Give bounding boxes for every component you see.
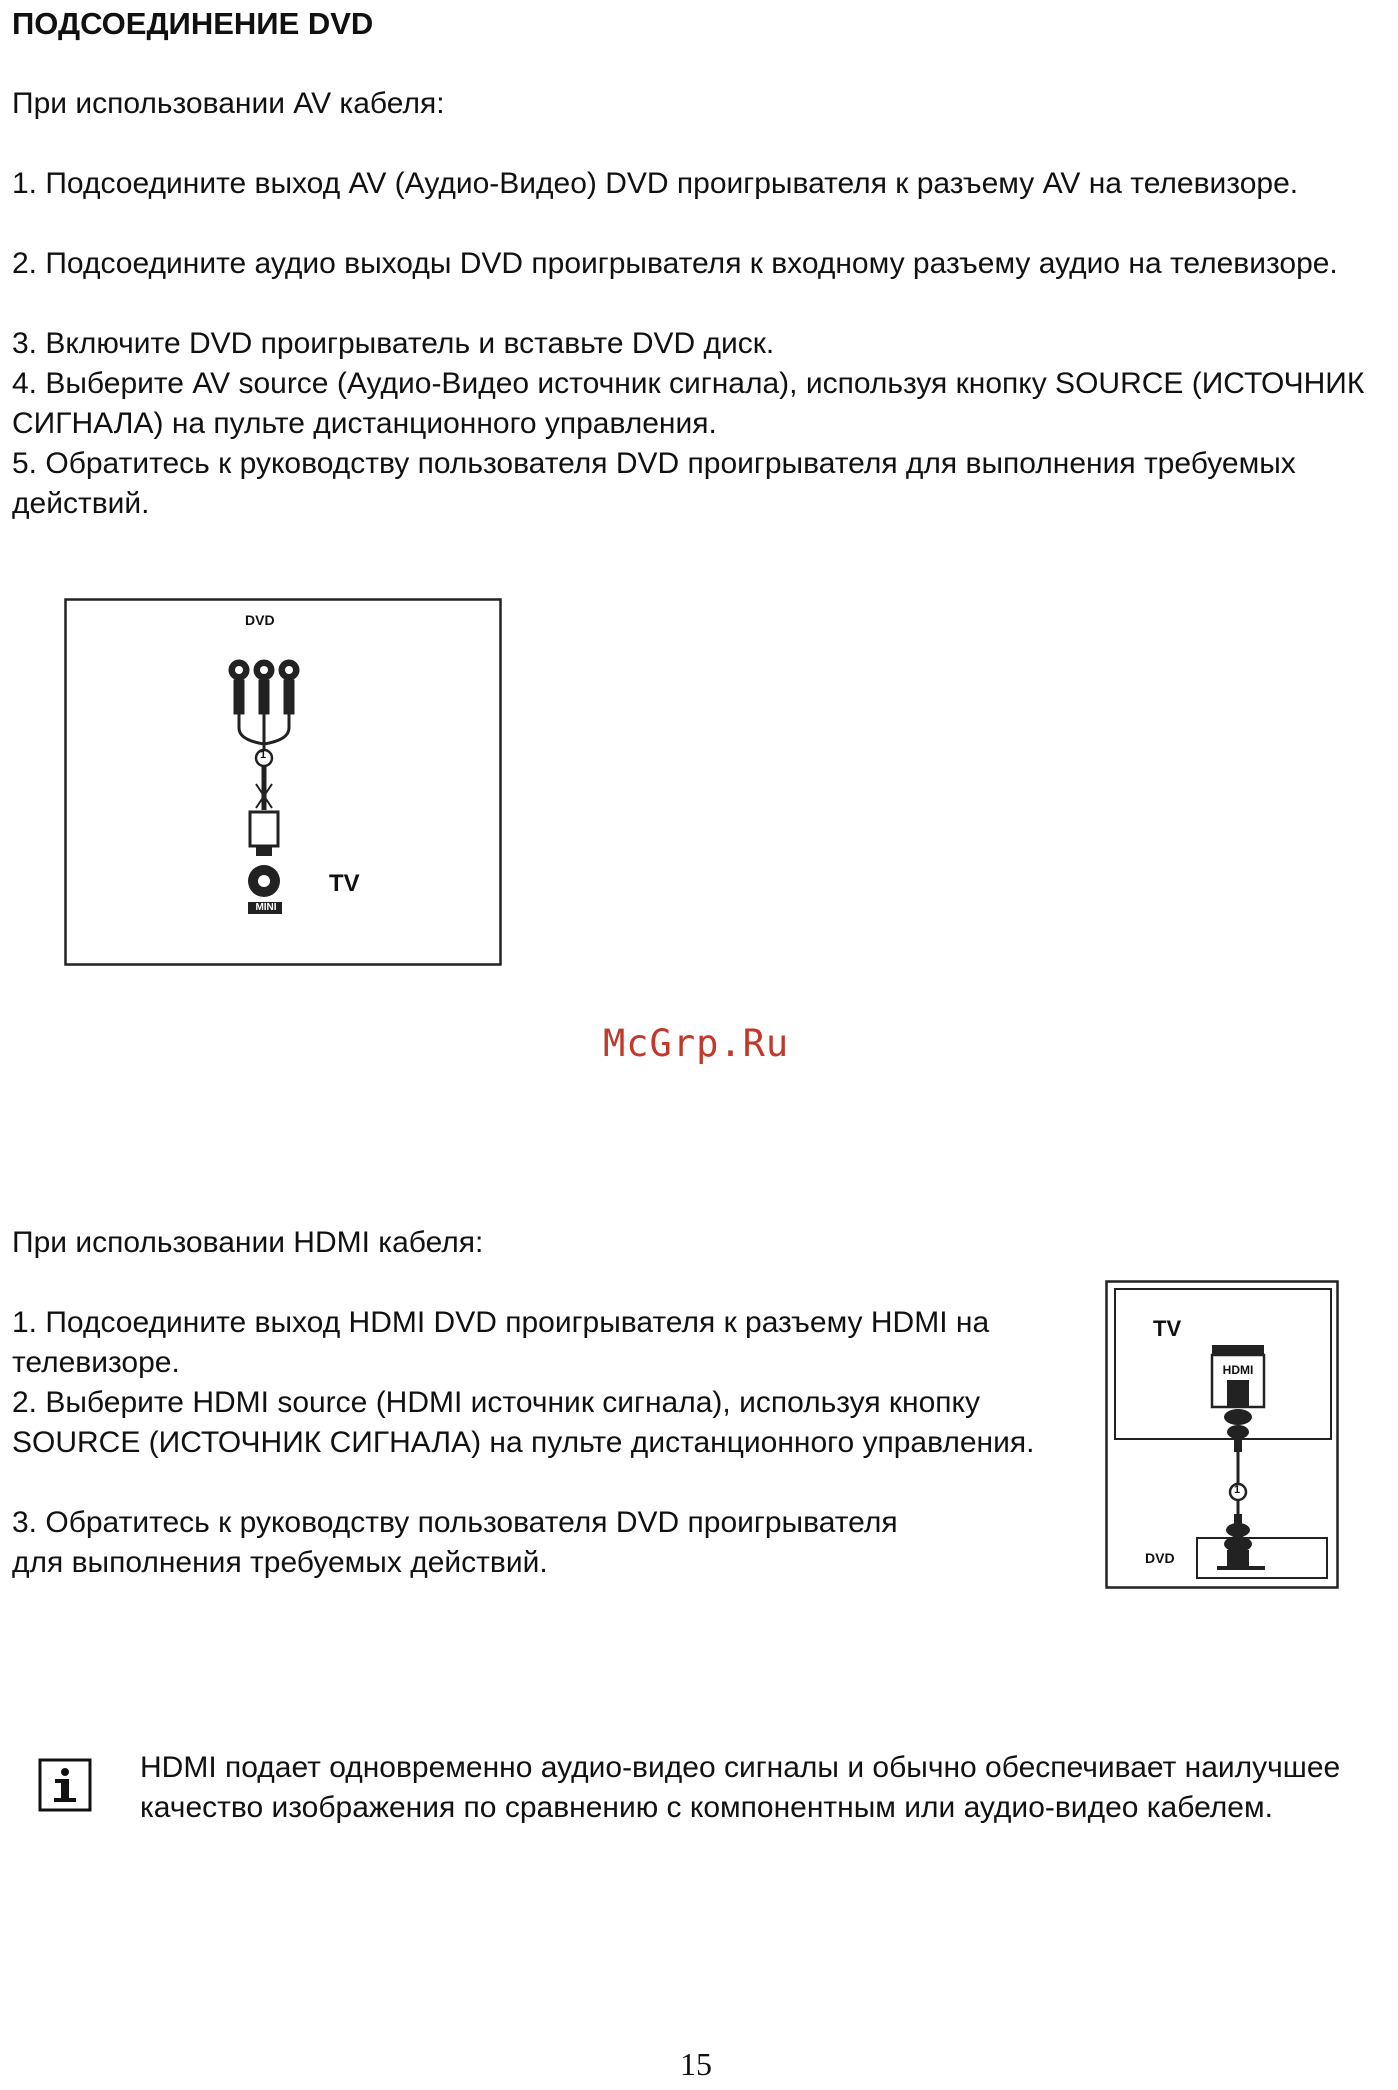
page-title: ПОДСОЕДИНЕНИЕ DVD (12, 6, 374, 41)
hdmi-cable-marker: 1 (1234, 1484, 1241, 1496)
av-diagram-drawing (64, 598, 504, 968)
av-cable-marker: 1 (260, 749, 267, 761)
av-step-1: 1. Подсоедините выход AV (Аудио-Видео) DVD проигрывателя к разъему AV на телевизоре. (12, 167, 1299, 200)
hdmi-step-1: 1. Подсоедините выход HDMI DVD проигрывателя к разъему HDMI на телевизоре. (12, 1306, 990, 1379)
mini-port-label: MINI (255, 902, 277, 913)
hdmi-step-3: 3. Обратитесь к руководству пользователя DVD проигрывателя для выполнения требуемых действий. (12, 1506, 898, 1579)
hdmi-diagram (1105, 1280, 1340, 1590)
hdmi-dvd-label: DVD (1145, 1550, 1175, 1566)
av-step-2: 2. Подсоедините аудио выходы DVD проигрывателя к входному разъему аудио на телевизоре. (12, 247, 1338, 280)
page-number: 15 (680, 2046, 712, 2082)
note-text: HDMI подает одновременно аудио-видео сигналы и обычно обеспечивает наилучшее качество изображения по сравнению с компонентным или аудио-видео кабелем. (140, 1751, 1341, 1824)
hdmi-diagram-drawing (1105, 1280, 1340, 1590)
hdmi-step-2: 2. Выберите HDMI source (HDMI источник сигнала), используя кнопку SOURCE (ИСТОЧНИК СИГНАЛА) на пульте дистанционного управления. (12, 1386, 1035, 1459)
av-diagram (64, 598, 504, 968)
av-tv-label: TV (329, 870, 360, 897)
info-icon (38, 1758, 92, 1812)
hdmi-port-label: HDMI (1222, 1363, 1254, 1377)
av-step-5: 5. Обратитесь к руководству пользователя DVD проигрывателя для выполнения требуемых действий. (12, 447, 1296, 520)
av-heading: При использовании AV кабеля: (12, 87, 445, 120)
watermark: McGrp.Ru (603, 1022, 790, 1065)
hdmi-heading: При использовании HDMI кабеля: (12, 1226, 484, 1259)
av-step-3: 3. Включите DVD проигрыватель и вставьте DVD диск. (12, 327, 775, 360)
hdmi-tv-label: TV (1153, 1316, 1182, 1341)
av-step-4: 4. Выберите AV source (Аудио-Видео источник сигнала), используя кнопку SOURCE (ИСТОЧНИК СИГНАЛА) на пульте дистанционного управления. (12, 367, 1365, 440)
av-dvd-label: DVD (245, 612, 275, 628)
